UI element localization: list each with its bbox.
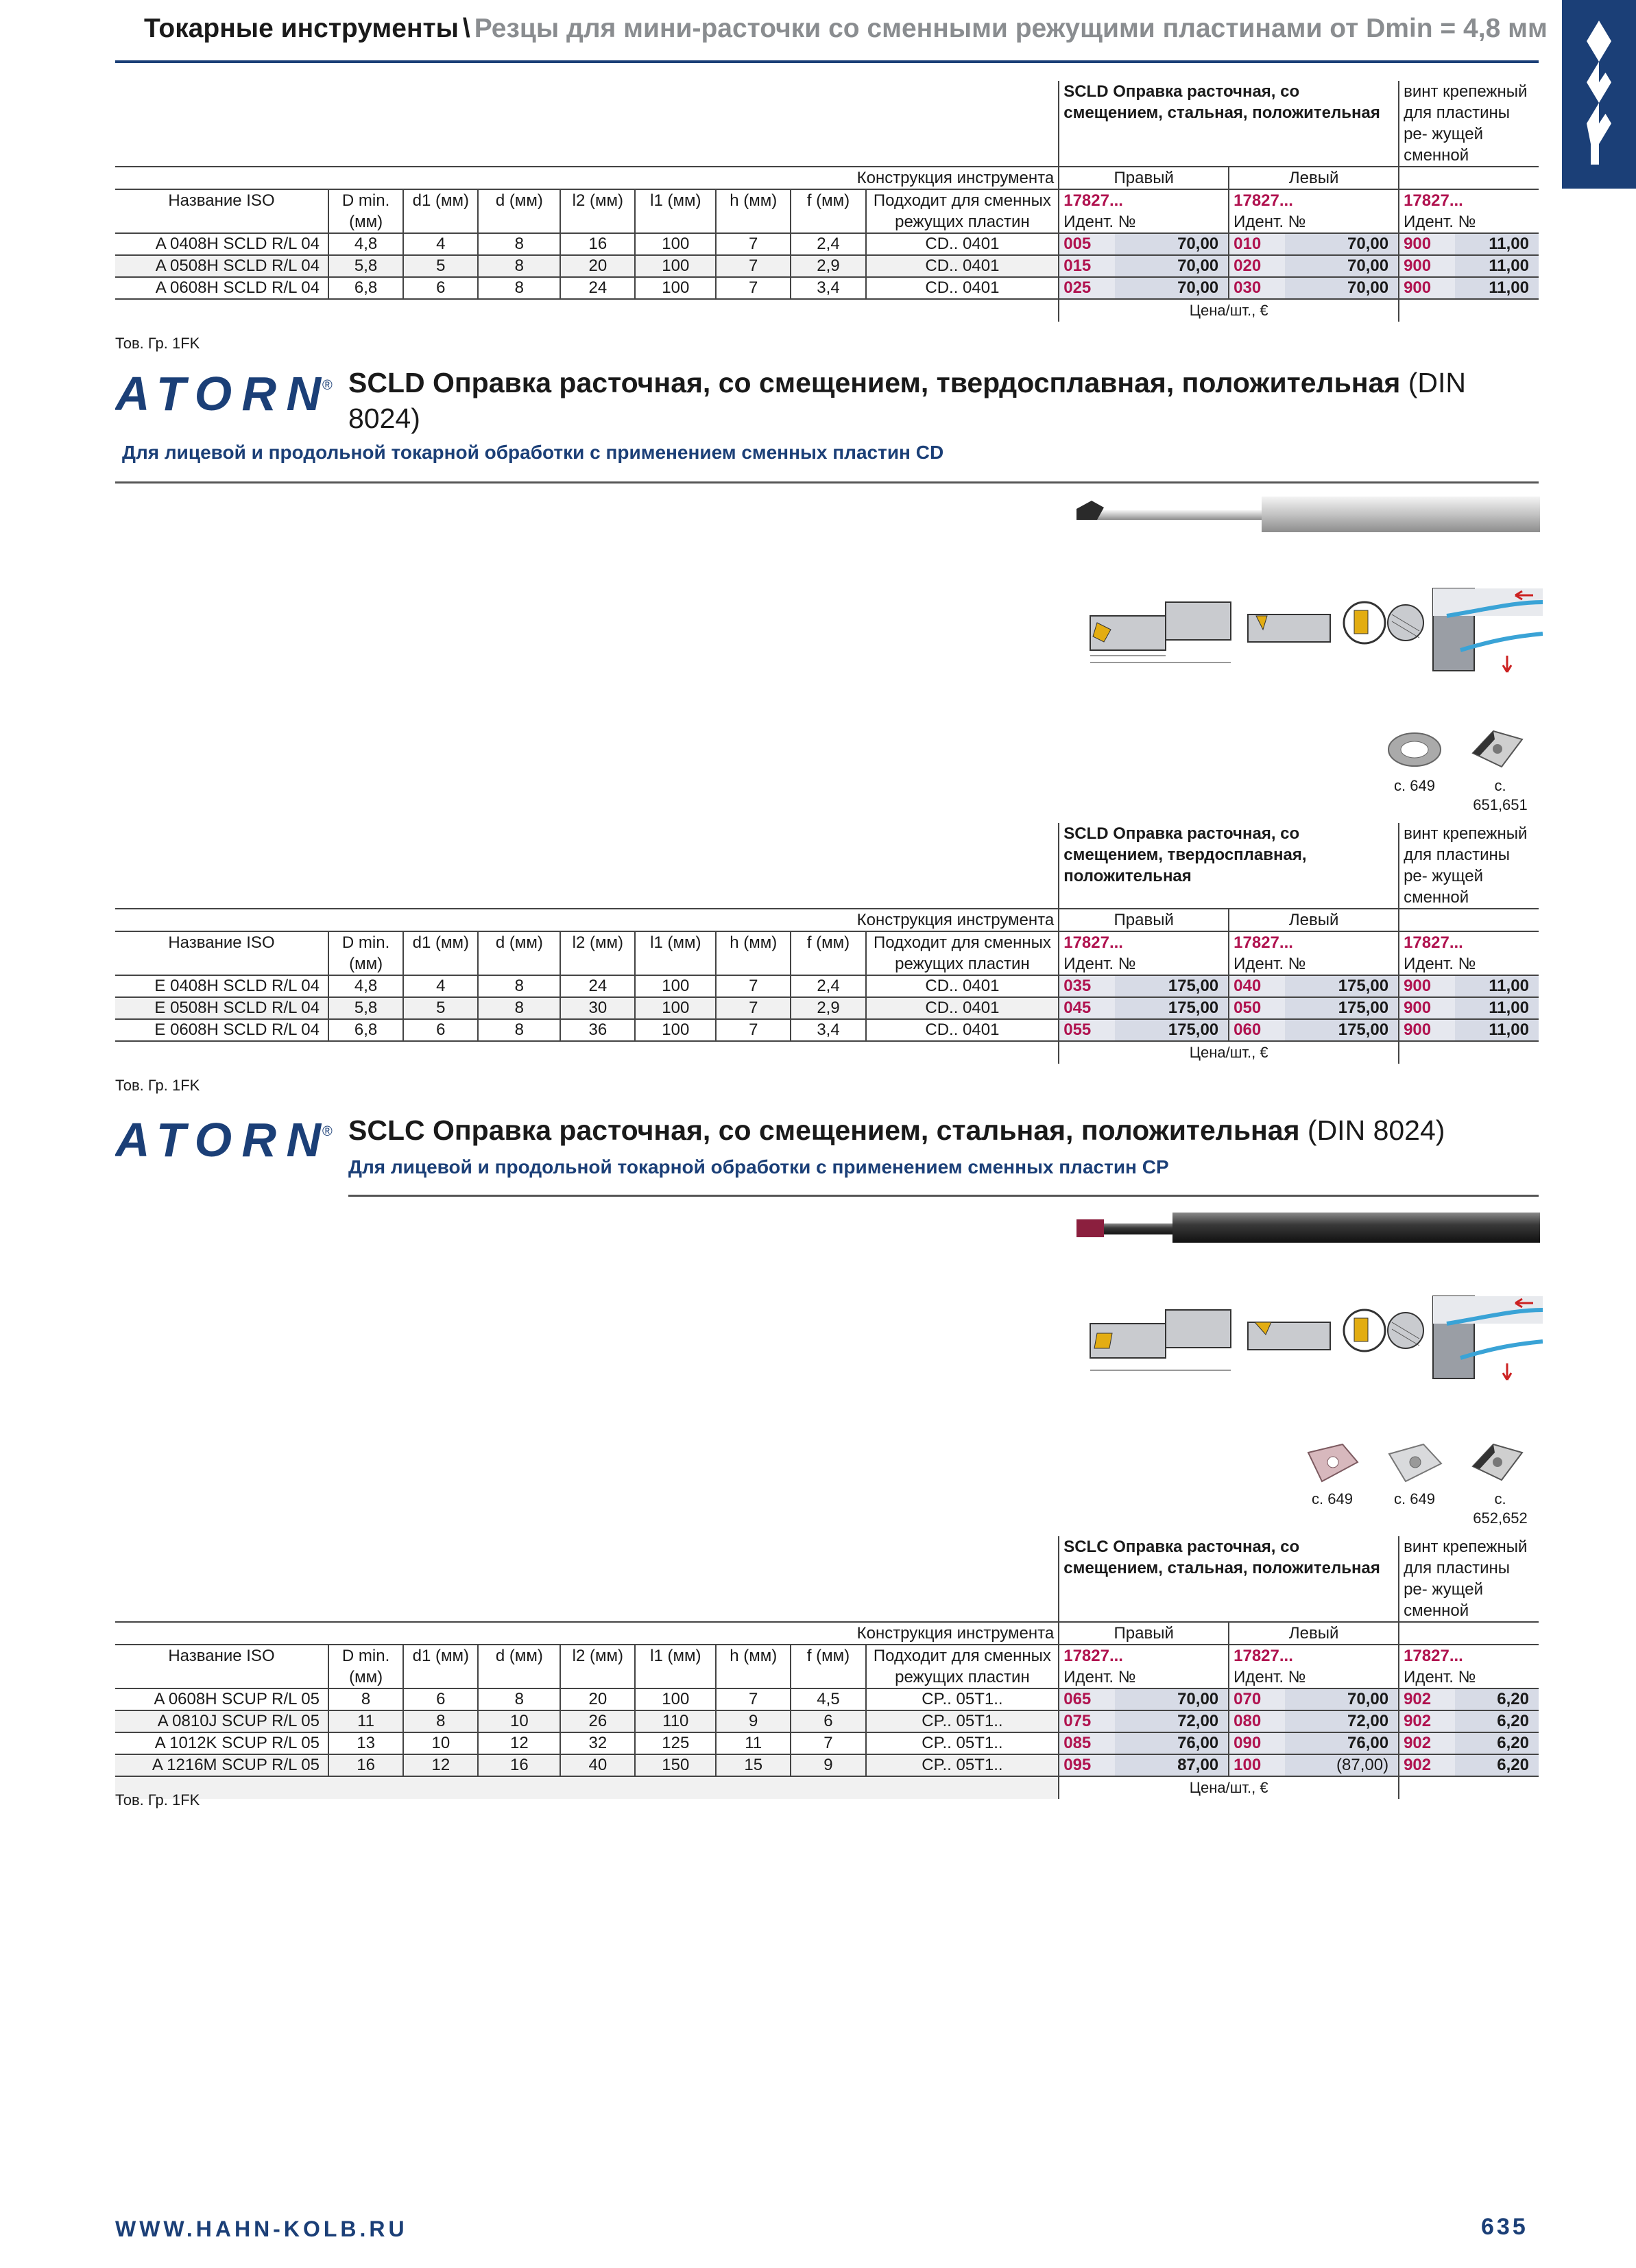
table-cell: 8 bbox=[478, 233, 560, 255]
table-cell: A 0810J SCUP R/L 05 bbox=[115, 1710, 328, 1732]
tool-photo bbox=[1076, 1207, 1540, 1248]
table-cell: 175,00 bbox=[1115, 975, 1229, 997]
table-cell: 6,8 bbox=[328, 277, 403, 299]
table-cell: 15 bbox=[716, 1754, 791, 1776]
table-cell: 040 bbox=[1229, 975, 1285, 997]
table-cell: CD.. 0401 bbox=[866, 233, 1059, 255]
table-cell: 11,00 bbox=[1455, 255, 1539, 277]
col-l1: l1 (мм) bbox=[635, 1645, 716, 1688]
section-rule bbox=[115, 481, 1539, 484]
table-cell: A 1216M SCUP R/L 05 bbox=[115, 1754, 328, 1776]
svg-text:ATORN: ATORN bbox=[115, 1118, 321, 1165]
left-label: Левый bbox=[1229, 909, 1399, 931]
ref-page: с. 649 bbox=[1312, 1490, 1353, 1507]
table-cell: 150 bbox=[635, 1754, 716, 1776]
table-cell: 100 bbox=[635, 975, 716, 997]
table-row bbox=[115, 255, 1539, 277]
table-cell: 055 bbox=[1059, 1019, 1115, 1041]
table-description: SCLD Оправка расточная, со смещением, стальная, положительная bbox=[1059, 81, 1399, 167]
ref-page: с. 652,652 bbox=[1473, 1490, 1528, 1527]
table-cell: 36 bbox=[560, 1019, 635, 1041]
table-scld-carbide bbox=[115, 823, 1539, 1064]
col-h: h (мм) bbox=[716, 931, 791, 975]
table-cell: 16 bbox=[560, 233, 635, 255]
table-cell: 100 bbox=[635, 277, 716, 299]
table-cell: 005 bbox=[1059, 233, 1115, 255]
screw-description: винт крепежный для пластины ре- жущей сменной bbox=[1404, 82, 1528, 165]
screw-description: винт крепежный для пластины ре- жущей сменной bbox=[1404, 824, 1528, 907]
table-cell: 175,00 bbox=[1285, 1019, 1399, 1041]
table-cell: 11,00 bbox=[1455, 975, 1539, 997]
table-cell: 175,00 bbox=[1285, 997, 1399, 1019]
ref-page: с. 649 bbox=[1394, 1490, 1435, 1507]
table-cell: 2,4 bbox=[791, 233, 865, 255]
right-label: Правый bbox=[1059, 1622, 1229, 1645]
table-cell: 8 bbox=[328, 1688, 403, 1710]
table-cell: E 0608H SCLD R/L 04 bbox=[115, 1019, 328, 1041]
table-cell: CP.. 05T1.. bbox=[866, 1754, 1059, 1776]
col-insert: Подходит для сменных режущих пластин bbox=[866, 1645, 1059, 1688]
table-cell: 11,00 bbox=[1455, 233, 1539, 255]
table-row bbox=[115, 1710, 1539, 1732]
code-header-right: 17827... Идент. № bbox=[1059, 931, 1229, 975]
table-cell: 080 bbox=[1229, 1710, 1285, 1732]
table-cell: 32 bbox=[560, 1732, 635, 1754]
table-cell: 70,00 bbox=[1115, 233, 1229, 255]
col-f: f (мм) bbox=[791, 1645, 865, 1688]
table-cell: 095 bbox=[1059, 1754, 1115, 1776]
section-subtitle: Для лицевой и продольной токарной обработки с применением сменных пластин CD bbox=[122, 442, 944, 463]
col-l1: l1 (мм) bbox=[635, 931, 716, 975]
section-title: SCLC Оправка расточная, со смещением, стальная, положительная (DIN 8024) bbox=[348, 1114, 1445, 1146]
right-label: Правый bbox=[1059, 167, 1229, 189]
col-dmin: D min. (мм) bbox=[328, 1645, 403, 1688]
table-cell: 100 bbox=[635, 255, 716, 277]
col-h: h (мм) bbox=[716, 189, 791, 233]
table-cell: 902 bbox=[1399, 1710, 1455, 1732]
col-insert: Подходит для сменных режущих пластин bbox=[866, 931, 1059, 975]
code-header-left: 17827... Идент. № bbox=[1229, 1645, 1399, 1688]
table-cell: 7 bbox=[716, 1019, 791, 1041]
product-group: Тов. Гр. 1FK bbox=[115, 335, 200, 352]
table-cell: 7 bbox=[716, 233, 791, 255]
price-note: Цена/шт., € bbox=[1059, 1776, 1399, 1799]
svg-text:ATORN: ATORN bbox=[115, 372, 321, 418]
table-cell: 4,5 bbox=[791, 1688, 865, 1710]
ref-page: с. 651,651 bbox=[1473, 777, 1528, 813]
table-cell: 8 bbox=[403, 1710, 478, 1732]
col-f: f (мм) bbox=[791, 931, 865, 975]
header-main: Токарные инструменты bbox=[144, 14, 459, 43]
col-d1: d1 (мм) bbox=[403, 189, 478, 233]
table-cell: 6 bbox=[403, 277, 478, 299]
construction-label: Конструкция инструмента bbox=[115, 1622, 1059, 1645]
table-cell: 11,00 bbox=[1455, 997, 1539, 1019]
table-cell: 900 bbox=[1399, 233, 1455, 255]
table-cell: 4 bbox=[403, 975, 478, 997]
table-cell: E 0408H SCLD R/L 04 bbox=[115, 975, 328, 997]
table-cell: 87,00 bbox=[1115, 1754, 1229, 1776]
table-cell: 085 bbox=[1059, 1732, 1115, 1754]
footer-url[interactable]: WWW.HAHN-KOLB.RU bbox=[115, 2217, 408, 2241]
code-header-left: 17827... Идент. № bbox=[1229, 931, 1399, 975]
table-cell: 30 bbox=[560, 997, 635, 1019]
code-header-right: 17827... Идент. № bbox=[1059, 189, 1229, 233]
table-cell: 100 bbox=[1229, 1754, 1285, 1776]
table-cell: CD.. 0401 bbox=[866, 255, 1059, 277]
table-cell: 8 bbox=[478, 997, 560, 1019]
construction-label: Конструкция инструмента bbox=[115, 909, 1059, 931]
table-cell: 5 bbox=[403, 997, 478, 1019]
table-cell: 11,00 bbox=[1455, 277, 1539, 299]
table-description: SCLD Оправка расточная, со смещением, твердосплавная, положительная bbox=[1059, 823, 1399, 909]
section-title: SCLD Оправка расточная, со смещением, твердосплавная, положительная (DIN 8024) bbox=[348, 367, 1466, 434]
table-cell: 8 bbox=[478, 975, 560, 997]
table-cell: 70,00 bbox=[1115, 255, 1229, 277]
table-cell: A 0608H SCLD R/L 04 bbox=[115, 277, 328, 299]
table-cell: 025 bbox=[1059, 277, 1115, 299]
table-cell: 70,00 bbox=[1115, 277, 1229, 299]
table-cell: 5 bbox=[403, 255, 478, 277]
table-row bbox=[115, 1019, 1539, 1041]
code-header-screw: 17827... Идент. № bbox=[1399, 189, 1539, 233]
table-cell: 8 bbox=[478, 277, 560, 299]
table-cell: 9 bbox=[716, 1710, 791, 1732]
table-cell: 020 bbox=[1229, 255, 1285, 277]
page-number: 635 bbox=[1481, 2214, 1528, 2240]
table-row bbox=[115, 1732, 1539, 1754]
insert-silver-icon bbox=[1384, 1439, 1445, 1487]
col-f: f (мм) bbox=[791, 189, 865, 233]
col-d: d (мм) bbox=[478, 189, 560, 233]
table-sclc-steel bbox=[115, 1536, 1539, 1799]
table-cell: 26 bbox=[560, 1710, 635, 1732]
table-cell: 8 bbox=[478, 1688, 560, 1710]
code-header-left: 17827... Идент. № bbox=[1229, 189, 1399, 233]
table-cell: 902 bbox=[1399, 1754, 1455, 1776]
col-h: h (мм) bbox=[716, 1645, 791, 1688]
table-cell: A 1012K SCUP R/L 05 bbox=[115, 1732, 328, 1754]
table-cell: 902 bbox=[1399, 1688, 1455, 1710]
table-cell: 76,00 bbox=[1285, 1732, 1399, 1754]
table-cell: CD.. 0401 bbox=[866, 277, 1059, 299]
screw-description: винт крепежный для пластины ре- жущей сменной bbox=[1404, 1538, 1528, 1620]
product-group: Тов. Гр. 1FK bbox=[115, 1791, 200, 1809]
table-cell: CP.. 05T1.. bbox=[866, 1732, 1059, 1754]
table-cell: 015 bbox=[1059, 255, 1115, 277]
table-cell: 6 bbox=[403, 1019, 478, 1041]
table-cell: 72,00 bbox=[1285, 1710, 1399, 1732]
col-d1: d1 (мм) bbox=[403, 931, 478, 975]
table-cell: 4 bbox=[403, 233, 478, 255]
table-cell: 5,8 bbox=[328, 255, 403, 277]
table-cell: 70,00 bbox=[1285, 255, 1399, 277]
table-cell: A 0608H SCUP R/L 05 bbox=[115, 1688, 328, 1710]
table-cell: 20 bbox=[560, 1688, 635, 1710]
table-cell: 11,00 bbox=[1455, 1019, 1539, 1041]
table-cell: 2,9 bbox=[791, 997, 865, 1019]
table-cell: 100 bbox=[635, 233, 716, 255]
table-cell: 8 bbox=[478, 255, 560, 277]
table-cell: 6 bbox=[403, 1688, 478, 1710]
col-l2: l2 (мм) bbox=[560, 1645, 635, 1688]
table-cell: 6,8 bbox=[328, 1019, 403, 1041]
insert-rhombic-icon bbox=[1466, 1439, 1528, 1487]
table-row bbox=[115, 233, 1539, 255]
table-cell: 6,20 bbox=[1455, 1732, 1539, 1754]
construction-label: Конструкция инструмента bbox=[115, 167, 1059, 189]
table-cell: 6 bbox=[791, 1710, 865, 1732]
col-dmin: D min. (мм) bbox=[328, 931, 403, 975]
table-cell: 090 bbox=[1229, 1732, 1285, 1754]
table-cell: 900 bbox=[1399, 997, 1455, 1019]
table-cell: 12 bbox=[478, 1732, 560, 1754]
table-scld-steel bbox=[115, 81, 1539, 322]
price-note: Цена/шт., € bbox=[1059, 299, 1399, 322]
code-header-right: 17827... Идент. № bbox=[1059, 1645, 1229, 1688]
col-l1: l1 (мм) bbox=[635, 189, 716, 233]
table-cell: 76,00 bbox=[1115, 1732, 1229, 1754]
table-row bbox=[115, 1754, 1539, 1776]
table-cell: 9 bbox=[791, 1754, 865, 1776]
table-cell: 70,00 bbox=[1285, 233, 1399, 255]
table-cell: 075 bbox=[1059, 1710, 1115, 1732]
table-cell: 7 bbox=[716, 255, 791, 277]
table-cell: A 0508H SCLD R/L 04 bbox=[115, 255, 328, 277]
table-cell: 900 bbox=[1399, 975, 1455, 997]
atorn-logo bbox=[115, 1118, 338, 1165]
table-cell: 010 bbox=[1229, 233, 1285, 255]
tool-drawing bbox=[1076, 582, 1543, 678]
insert-pink-icon bbox=[1301, 1439, 1363, 1487]
code-header-screw: 17827... Идент. № bbox=[1399, 931, 1539, 975]
section-rule bbox=[348, 1195, 1539, 1197]
table-cell: 8 bbox=[478, 1019, 560, 1041]
table-cell: 175,00 bbox=[1115, 1019, 1229, 1041]
table-cell: 175,00 bbox=[1115, 997, 1229, 1019]
page-header bbox=[144, 14, 1548, 62]
table-cell: 100 bbox=[635, 997, 716, 1019]
table-cell: 3,4 bbox=[791, 1019, 865, 1041]
table-cell: 050 bbox=[1229, 997, 1285, 1019]
col-d: d (мм) bbox=[478, 931, 560, 975]
tool-drawing bbox=[1076, 1289, 1543, 1385]
table-cell: 110 bbox=[635, 1710, 716, 1732]
table-cell: CD.. 0401 bbox=[866, 975, 1059, 997]
table-cell: 900 bbox=[1399, 255, 1455, 277]
table-cell: 12 bbox=[403, 1754, 478, 1776]
table-cell: E 0508H SCLD R/L 04 bbox=[115, 997, 328, 1019]
table-cell: 13 bbox=[328, 1732, 403, 1754]
table-cell: 7 bbox=[716, 975, 791, 997]
table-cell: 100 bbox=[635, 1688, 716, 1710]
table-cell: 030 bbox=[1229, 277, 1285, 299]
table-cell: 125 bbox=[635, 1732, 716, 1754]
side-tab bbox=[1562, 0, 1636, 189]
right-label: Правый bbox=[1059, 909, 1229, 931]
table-cell: 3,4 bbox=[791, 277, 865, 299]
svg-text:®: ® bbox=[322, 1124, 333, 1139]
header-separator: \ bbox=[462, 14, 470, 43]
table-row bbox=[115, 975, 1539, 997]
table-cell: 2,9 bbox=[791, 255, 865, 277]
price-note: Цена/шт., € bbox=[1059, 1041, 1399, 1064]
table-cell: 6,20 bbox=[1455, 1688, 1539, 1710]
table-cell: 065 bbox=[1059, 1688, 1115, 1710]
insert-ring-icon bbox=[1384, 726, 1445, 774]
table-row bbox=[115, 1688, 1539, 1710]
table-cell: 70,00 bbox=[1285, 277, 1399, 299]
left-label: Левый bbox=[1229, 1622, 1399, 1645]
table-cell: 11 bbox=[716, 1732, 791, 1754]
drill-icon bbox=[1572, 21, 1626, 165]
col-l2: l2 (мм) bbox=[560, 931, 635, 975]
table-cell: 70,00 bbox=[1115, 1688, 1229, 1710]
table-cell: CD.. 0401 bbox=[866, 1019, 1059, 1041]
section-subtitle: Для лицевой и продольной токарной обработки с применением сменных пластин CP bbox=[348, 1156, 1169, 1178]
table-cell: 070 bbox=[1229, 1688, 1285, 1710]
table-row bbox=[115, 997, 1539, 1019]
atorn-logo bbox=[115, 372, 338, 418]
table-cell: 7 bbox=[716, 277, 791, 299]
left-label: Левый bbox=[1229, 167, 1399, 189]
table-cell: 10 bbox=[403, 1732, 478, 1754]
table-row bbox=[115, 277, 1539, 299]
table-cell: 902 bbox=[1399, 1732, 1455, 1754]
table-cell: 16 bbox=[328, 1754, 403, 1776]
header-subtitle: Резцы для мини-расточки со сменными режущими пластинами от Dmin = 4,8 мм bbox=[474, 14, 1548, 43]
ref-page: с. 649 bbox=[1394, 777, 1435, 794]
table-cell: 045 bbox=[1059, 997, 1115, 1019]
table-description: SCLC Оправка расточная, со смещением, стальная, положительная bbox=[1059, 1536, 1399, 1622]
table-cell: 4,8 bbox=[328, 975, 403, 997]
table-cell: 5,8 bbox=[328, 997, 403, 1019]
table-cell: 060 bbox=[1229, 1019, 1285, 1041]
table-cell: 900 bbox=[1399, 1019, 1455, 1041]
col-d1: d1 (мм) bbox=[403, 1645, 478, 1688]
table-cell: 16 bbox=[478, 1754, 560, 1776]
svg-text:®: ® bbox=[322, 378, 333, 393]
table-cell: 70,00 bbox=[1285, 1688, 1399, 1710]
table-cell: 7 bbox=[791, 1732, 865, 1754]
table-cell: 20 bbox=[560, 255, 635, 277]
table-cell: CP.. 05T1.. bbox=[866, 1710, 1059, 1732]
table-cell: CP.. 05T1.. bbox=[866, 1688, 1059, 1710]
col-l2: l2 (мм) bbox=[560, 189, 635, 233]
table-cell: 6,20 bbox=[1455, 1710, 1539, 1732]
table-cell: 72,00 bbox=[1115, 1710, 1229, 1732]
insert-rhombic-icon bbox=[1466, 726, 1528, 774]
table-cell: 24 bbox=[560, 975, 635, 997]
code-header-screw: 17827... Идент. № bbox=[1399, 1645, 1539, 1688]
tool-photo bbox=[1076, 492, 1540, 536]
col-d: d (мм) bbox=[478, 1645, 560, 1688]
col-insert: Подходит для сменных режущих пластин bbox=[866, 189, 1059, 233]
header-rule bbox=[115, 60, 1539, 63]
table-cell: 4,8 bbox=[328, 233, 403, 255]
table-cell: 7 bbox=[716, 1688, 791, 1710]
col-iso: Название ISO bbox=[115, 1645, 328, 1688]
table-cell: 2,4 bbox=[791, 975, 865, 997]
table-cell: 100 bbox=[635, 1019, 716, 1041]
table-cell: (87,00) bbox=[1285, 1754, 1399, 1776]
table-cell: 11 bbox=[328, 1710, 403, 1732]
col-iso: Название ISO bbox=[115, 189, 328, 233]
col-dmin: D min. (мм) bbox=[328, 189, 403, 233]
table-cell: 10 bbox=[478, 1710, 560, 1732]
table-cell: 7 bbox=[716, 997, 791, 1019]
table-cell: CD.. 0401 bbox=[866, 997, 1059, 1019]
table-cell: 6,20 bbox=[1455, 1754, 1539, 1776]
table-cell: 900 bbox=[1399, 277, 1455, 299]
table-cell: 175,00 bbox=[1285, 975, 1399, 997]
product-group: Тов. Гр. 1FK bbox=[115, 1077, 200, 1094]
col-iso: Название ISO bbox=[115, 931, 328, 975]
table-cell: 035 bbox=[1059, 975, 1115, 997]
table-cell: 40 bbox=[560, 1754, 635, 1776]
table-cell: 24 bbox=[560, 277, 635, 299]
table-cell: A 0408H SCLD R/L 04 bbox=[115, 233, 328, 255]
